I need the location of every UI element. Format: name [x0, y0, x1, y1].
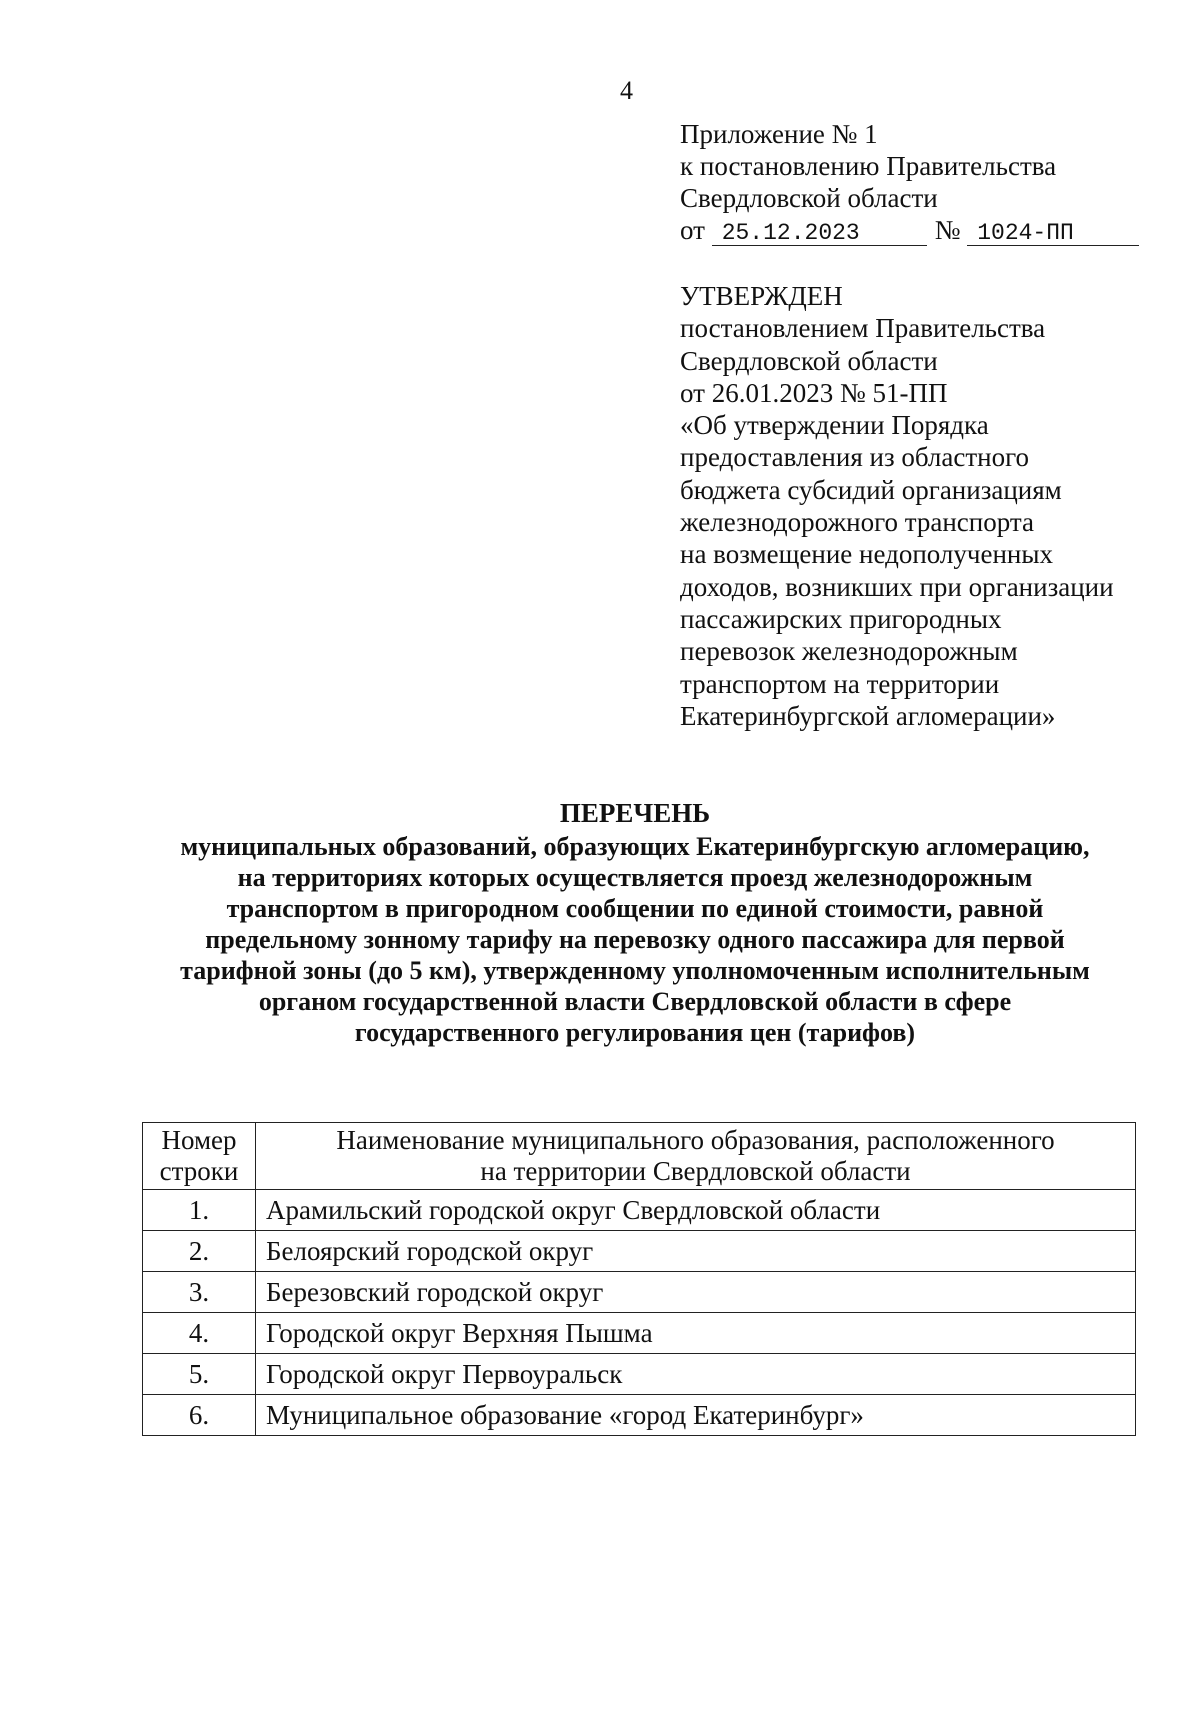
header-row-number [143, 1123, 256, 1190]
municipality-name: Арамильский городской округ Свердловской области [256, 1190, 1136, 1231]
heading-title: ПЕРЕЧЕНЬ [559, 798, 711, 828]
municipality-name: Городской округ Верхняя Пышма [256, 1313, 1136, 1354]
appendix-line: Приложение № 1 [680, 119, 878, 149]
appendix-block [680, 118, 1139, 246]
header-text: Номер [161, 1125, 237, 1155]
table-row [143, 1272, 1136, 1313]
municipality-name: Березовский городской округ [256, 1272, 1136, 1313]
approved-block [680, 280, 1114, 732]
header-text: на территории Свердловской области [480, 1156, 911, 1186]
heading-line: государственного регулирования цен (тарифов) [354, 1018, 916, 1047]
heading-line: органом государственной власти Свердловской области в сфере [258, 987, 1012, 1016]
approved-line: от 26.01.2023 № 51-ПП [680, 377, 948, 408]
row-number: 4. [143, 1313, 256, 1354]
header-municipality-name [256, 1123, 1136, 1190]
heading-line: предельному зонному тарифу на перевозку одного пассажира для первой [205, 925, 1065, 954]
appendix-line: Свердловской области [680, 183, 938, 213]
row-number: 2. [143, 1231, 256, 1272]
order-date-field: 25.12.2023 [712, 221, 927, 246]
heading-line: тарифной зоны (до 5 км), утвержденному уполномоченным исполнительным [180, 956, 1090, 985]
header-text: Наименование муниципального образования, расположенного [336, 1125, 1055, 1155]
approved-line: железнодорожного транспорта [680, 507, 1034, 538]
table-row [143, 1354, 1136, 1395]
heading-line: муниципальных образований, образующих Екатеринбургскую агломерацию, [180, 832, 1090, 861]
table-row [143, 1231, 1136, 1272]
document-heading [130, 798, 1140, 1048]
table-header-row [143, 1123, 1136, 1190]
table-row [143, 1395, 1136, 1436]
row-number: 3. [143, 1272, 256, 1313]
approved-line: УТВЕРЖДЕН [680, 281, 843, 311]
municipality-name: Городской округ Первоуральск [256, 1354, 1136, 1395]
approved-line: транспортом на территории [680, 668, 1000, 699]
order-line [680, 214, 1139, 246]
row-number: 1. [143, 1190, 256, 1231]
order-number-label: № [934, 215, 961, 245]
municipalities-table [142, 1122, 1136, 1436]
approved-line: перевозок железнодорожным [680, 636, 1018, 667]
page-number: 4 [620, 76, 633, 105]
municipality-name: Муниципальное образование «город Екатеринбург» [256, 1395, 1136, 1436]
approved-line: на возмещение недополученных [680, 539, 1053, 570]
approved-line: «Об утверждении Порядка [680, 410, 989, 441]
row-number: 6. [143, 1395, 256, 1436]
approved-line: постановлением Правительства [680, 313, 1046, 344]
table-row [143, 1190, 1136, 1231]
approved-line: Екатеринбургской агломерации» [680, 700, 1056, 731]
appendix-line: к постановлению Правительства [680, 151, 1057, 181]
municipality-name: Белоярский городской округ [256, 1231, 1136, 1272]
order-prefix: от [680, 215, 705, 245]
heading-line: транспортом в пригородном сообщении по единой стоимости, равной [226, 894, 1044, 923]
header-text: строки [159, 1156, 239, 1186]
row-number: 5. [143, 1354, 256, 1395]
order-number-field: 1024-ПП [967, 221, 1139, 246]
approved-line: предоставления из областного [680, 442, 1030, 473]
approved-line: пассажирских пригородных [680, 603, 1002, 634]
heading-line: на территориях которых осуществляется проезд железнодорожным [237, 863, 1033, 892]
table-row [143, 1313, 1136, 1354]
approved-line: доходов, возникших при организации [680, 571, 1114, 602]
approved-line: Свердловской области [680, 345, 938, 376]
approved-line: бюджета субсидий организациям [680, 474, 1062, 505]
